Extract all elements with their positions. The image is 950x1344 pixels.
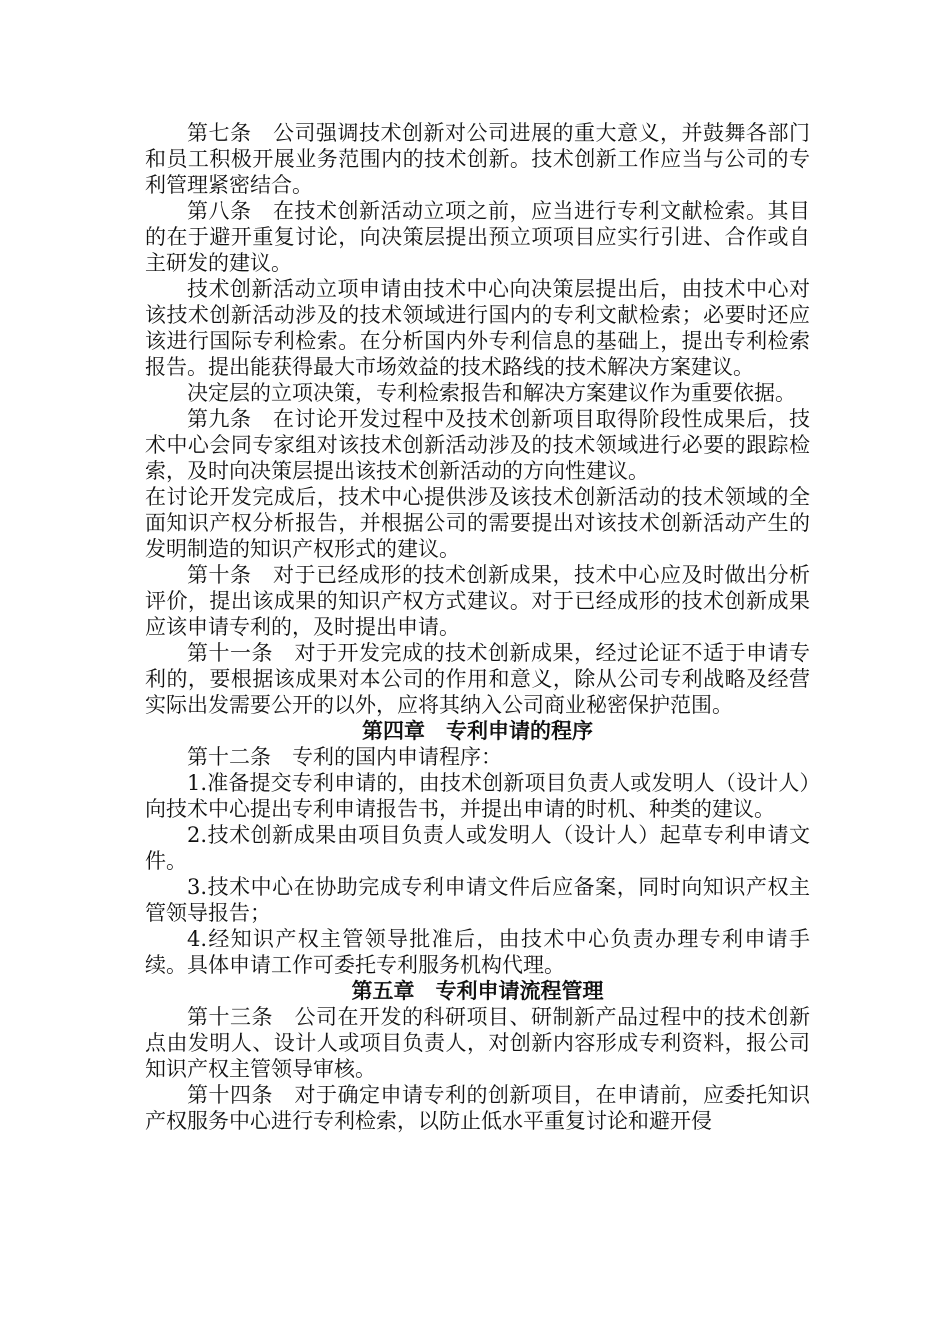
article-8-decision-paragraph: 决定层的立项决策，专利检索报告和解决方案建议作为重要依据。 (187, 381, 796, 405)
article-8-detail-paragraph: 技术创新活动立项申请由技术中心向决策层提出后，由技术中心对该技术创新活动涉及的技术领域进行国内的专利文献检索；必要时还应该进行国际专利检索。在分析国内外专利信息的基础上，提出专利检索报告。提出能获得最大市场效益的技术路线的技术解决方案建议。 (145, 277, 810, 379)
chapter-5-heading: 第五章 专利申请流程管理 (351, 979, 604, 1003)
article-13-paragraph: 第十三条 公司在开发的科研项目、研制新产品过程中的技术创新点由发明人、设计人或项目负责人，对创新内容形成专利资料，报公司知识产权主管领导审核。 (145, 1005, 810, 1081)
procedure-step-2: 2.技术创新成果由项目负责人或发明人（设计人）起草专利申请文件。 (145, 823, 810, 873)
article-7-paragraph: 第七条 公司强调技术创新对公司进展的重大意义，并鼓舞各部门和员工积极开展业务范围内的技术创新。技术创新工作应当与公司的专利管理紧密结合。 (145, 121, 810, 197)
article-11-paragraph: 第十一条 对于开发完成的技术创新成果，经过论证不适于申请专利的，要根据该成果对本公司的作用和意义，除从公司专利战略及经营实际出发需要公开的以外，应将其纳入公司商业秘密保护范围。 (145, 641, 810, 717)
procedure-step-4: 4.经知识产权主管领导批准后，由技术中心负责办理专利申请手续。具体申请工作可委托专利服务机构代理。 (145, 927, 810, 977)
article-9-detail-paragraph: 在讨论开发完成后，技术中心提供涉及该技术创新活动的技术领域的全面知识产权分析报告，并根据公司的需要提出对该技术创新活动产生的发明制造的知识产权形式的建议。 (145, 485, 810, 561)
article-9-paragraph: 第九条 在讨论开发过程中及技术创新项目取得阶段性成果后，技术中心会同专家组对该技术创新活动涉及的技术领域进行必要的跟踪检索，及时向决策层提出该技术创新活动的方向性建议。 (145, 407, 810, 483)
document-page (145, 120, 810, 1134)
article-8-paragraph: 第八条 在技术创新活动立项之前，应当进行专利文献检索。其目的在于避开重复讨论，向决策层提出预立项项目应实行引进、合作或自主研发的建议。 (145, 199, 810, 275)
procedure-step-3: 3.技术中心在协助完成专利申请文件后应备案，同时向知识产权主管领导报告； (145, 875, 810, 925)
article-10-paragraph: 第十条 对于已经成形的技术创新成果，技术中心应及时做出分析评价，提出该成果的知识产权方式建议。对于已经成形的技术创新成果应该申请专利的，及时提出申请。 (145, 563, 810, 639)
article-14-paragraph: 第十四条 对于确定申请专利的创新项目，在申请前，应委托知识产权服务中心进行专利检索，以防止低水平重复讨论和避开侵 (145, 1083, 810, 1133)
chapter-4-heading: 第四章 专利申请的程序 (362, 719, 593, 743)
article-12-paragraph: 第十二条 专利的国内申请程序： (187, 745, 502, 769)
procedure-step-1: 1.准备提交专利申请的，由技术创新项目负责人或发明人（设计人）向技术中心提出专利申请报告书，并提出申请的时机、种类的建议。 (145, 771, 810, 821)
